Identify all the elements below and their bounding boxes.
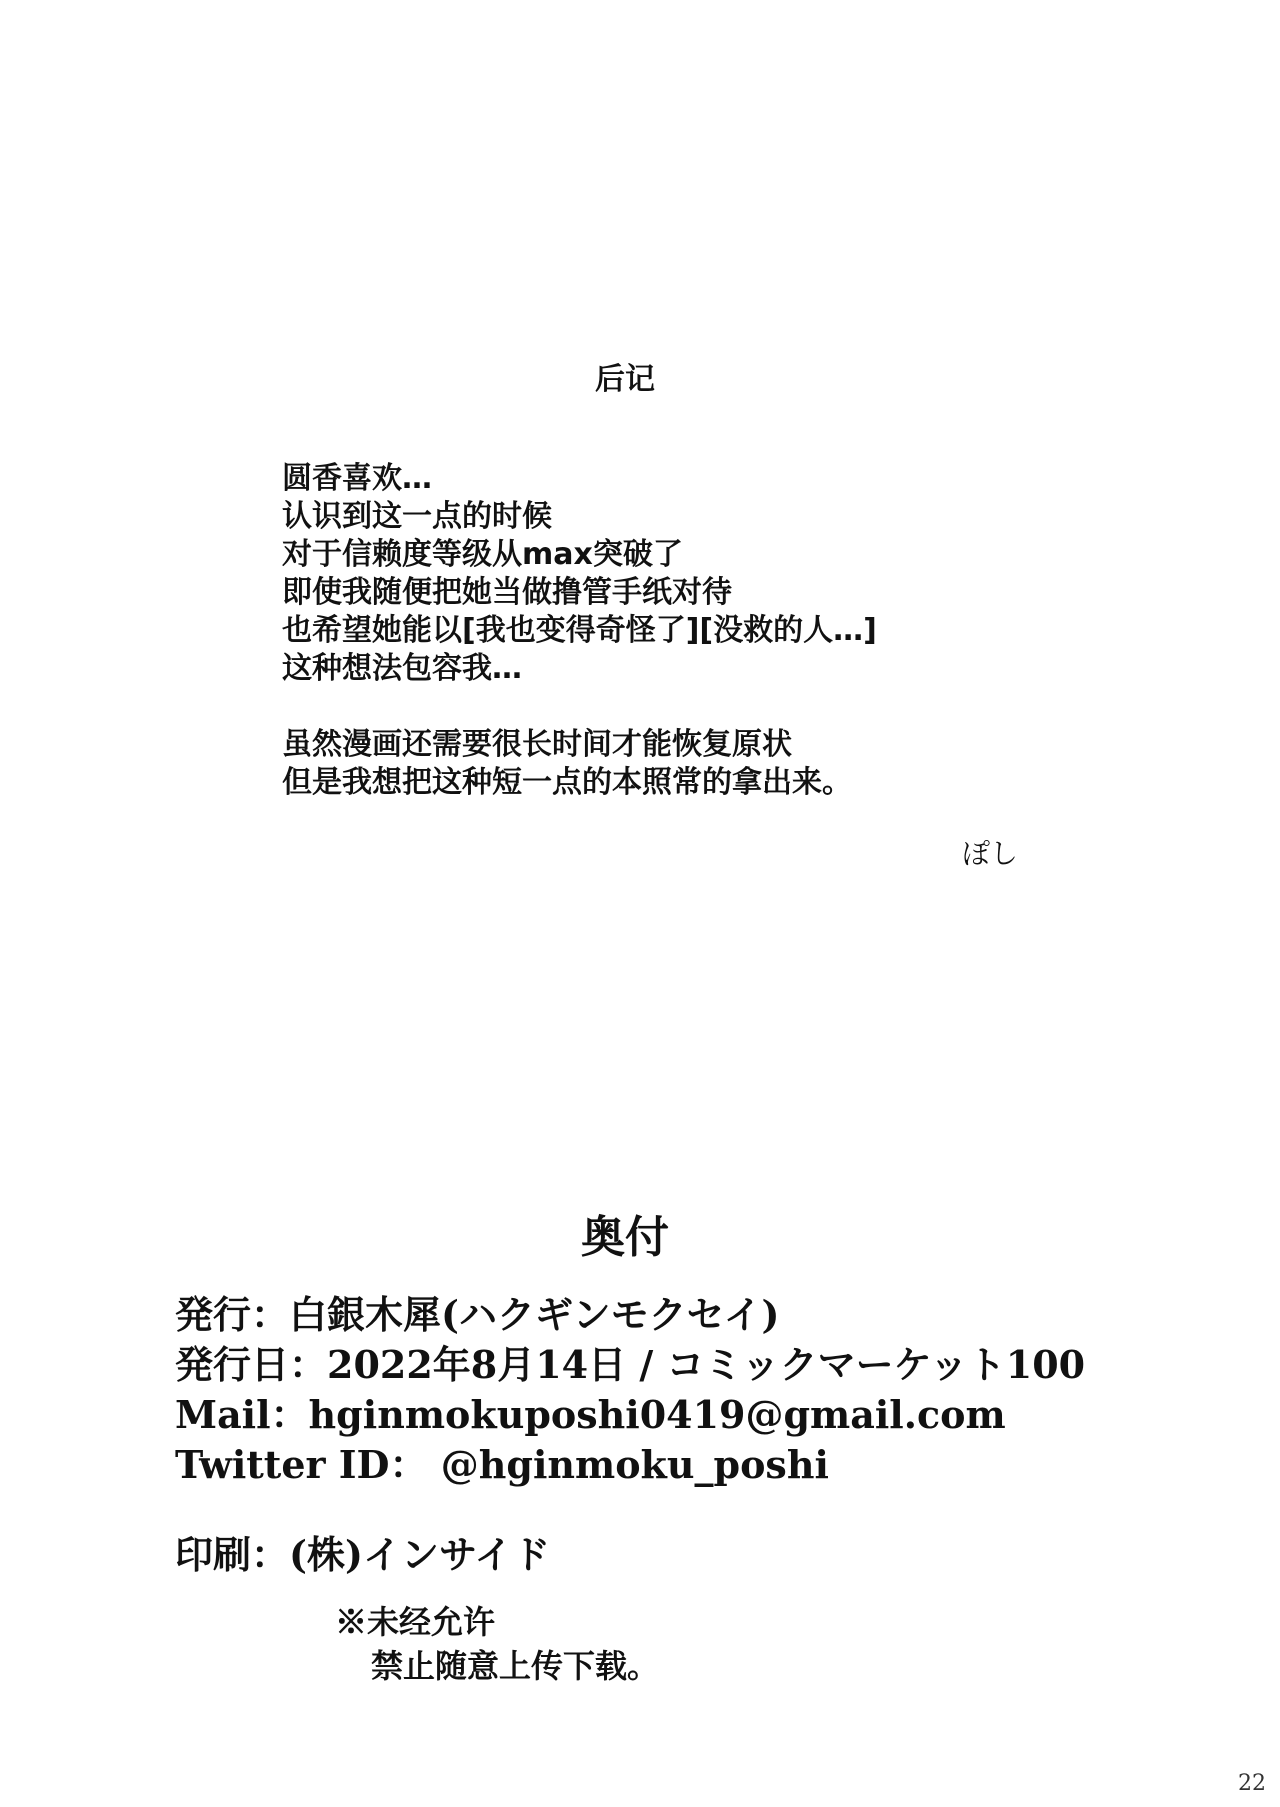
afterword-title: 后记 xyxy=(595,362,655,397)
twitter-line: Twitter ID： @hginmoku_poshi xyxy=(175,1442,829,1487)
publisher-line: 発行：白銀木犀(ハクギンモクセイ) xyxy=(175,1292,780,1337)
colophon-gap xyxy=(175,1490,1175,1530)
afterword-line: 也希望她能以[我也变得奇怪了][没救的人…] xyxy=(282,613,877,648)
notice-line-2: 禁止随意上传下载。 xyxy=(371,1647,660,1685)
colophon-title: 奥付 xyxy=(581,1212,669,1263)
page-number: 22 xyxy=(1238,1771,1266,1796)
afterword-line: 对于信赖度等级从max突破了 xyxy=(282,537,683,572)
afterword-line: 即使我随便把她当做撸管手纸对待 xyxy=(282,575,732,610)
mail-line: Mail：hginmokuposhi0419@gmail.com xyxy=(175,1392,1006,1437)
afterword-body xyxy=(282,460,1082,802)
author-signature: ぽし xyxy=(962,837,1019,870)
upload-notice xyxy=(335,1600,659,1688)
afterword-line: 虽然漫画还需要很长时间才能恢复原状 xyxy=(282,727,792,762)
publish-date-line: 発行日：2022年8月14日 / コミックマーケット100 xyxy=(175,1342,1086,1387)
notice-line-1: ※未经允许 xyxy=(335,1603,496,1641)
afterword-line: 但是我想把这种短一点的本照常的拿出来。 xyxy=(282,765,852,800)
afterword-line: 认识到这一点的时候 xyxy=(282,499,552,534)
colophon-block xyxy=(175,1290,1175,1580)
afterword-line: 圆香喜欢… xyxy=(282,461,432,496)
paragraph-gap xyxy=(282,688,1082,726)
printer-line: 印刷：(株)インサイド xyxy=(175,1532,551,1577)
afterword-line: 这种想法包容我… xyxy=(282,651,522,686)
